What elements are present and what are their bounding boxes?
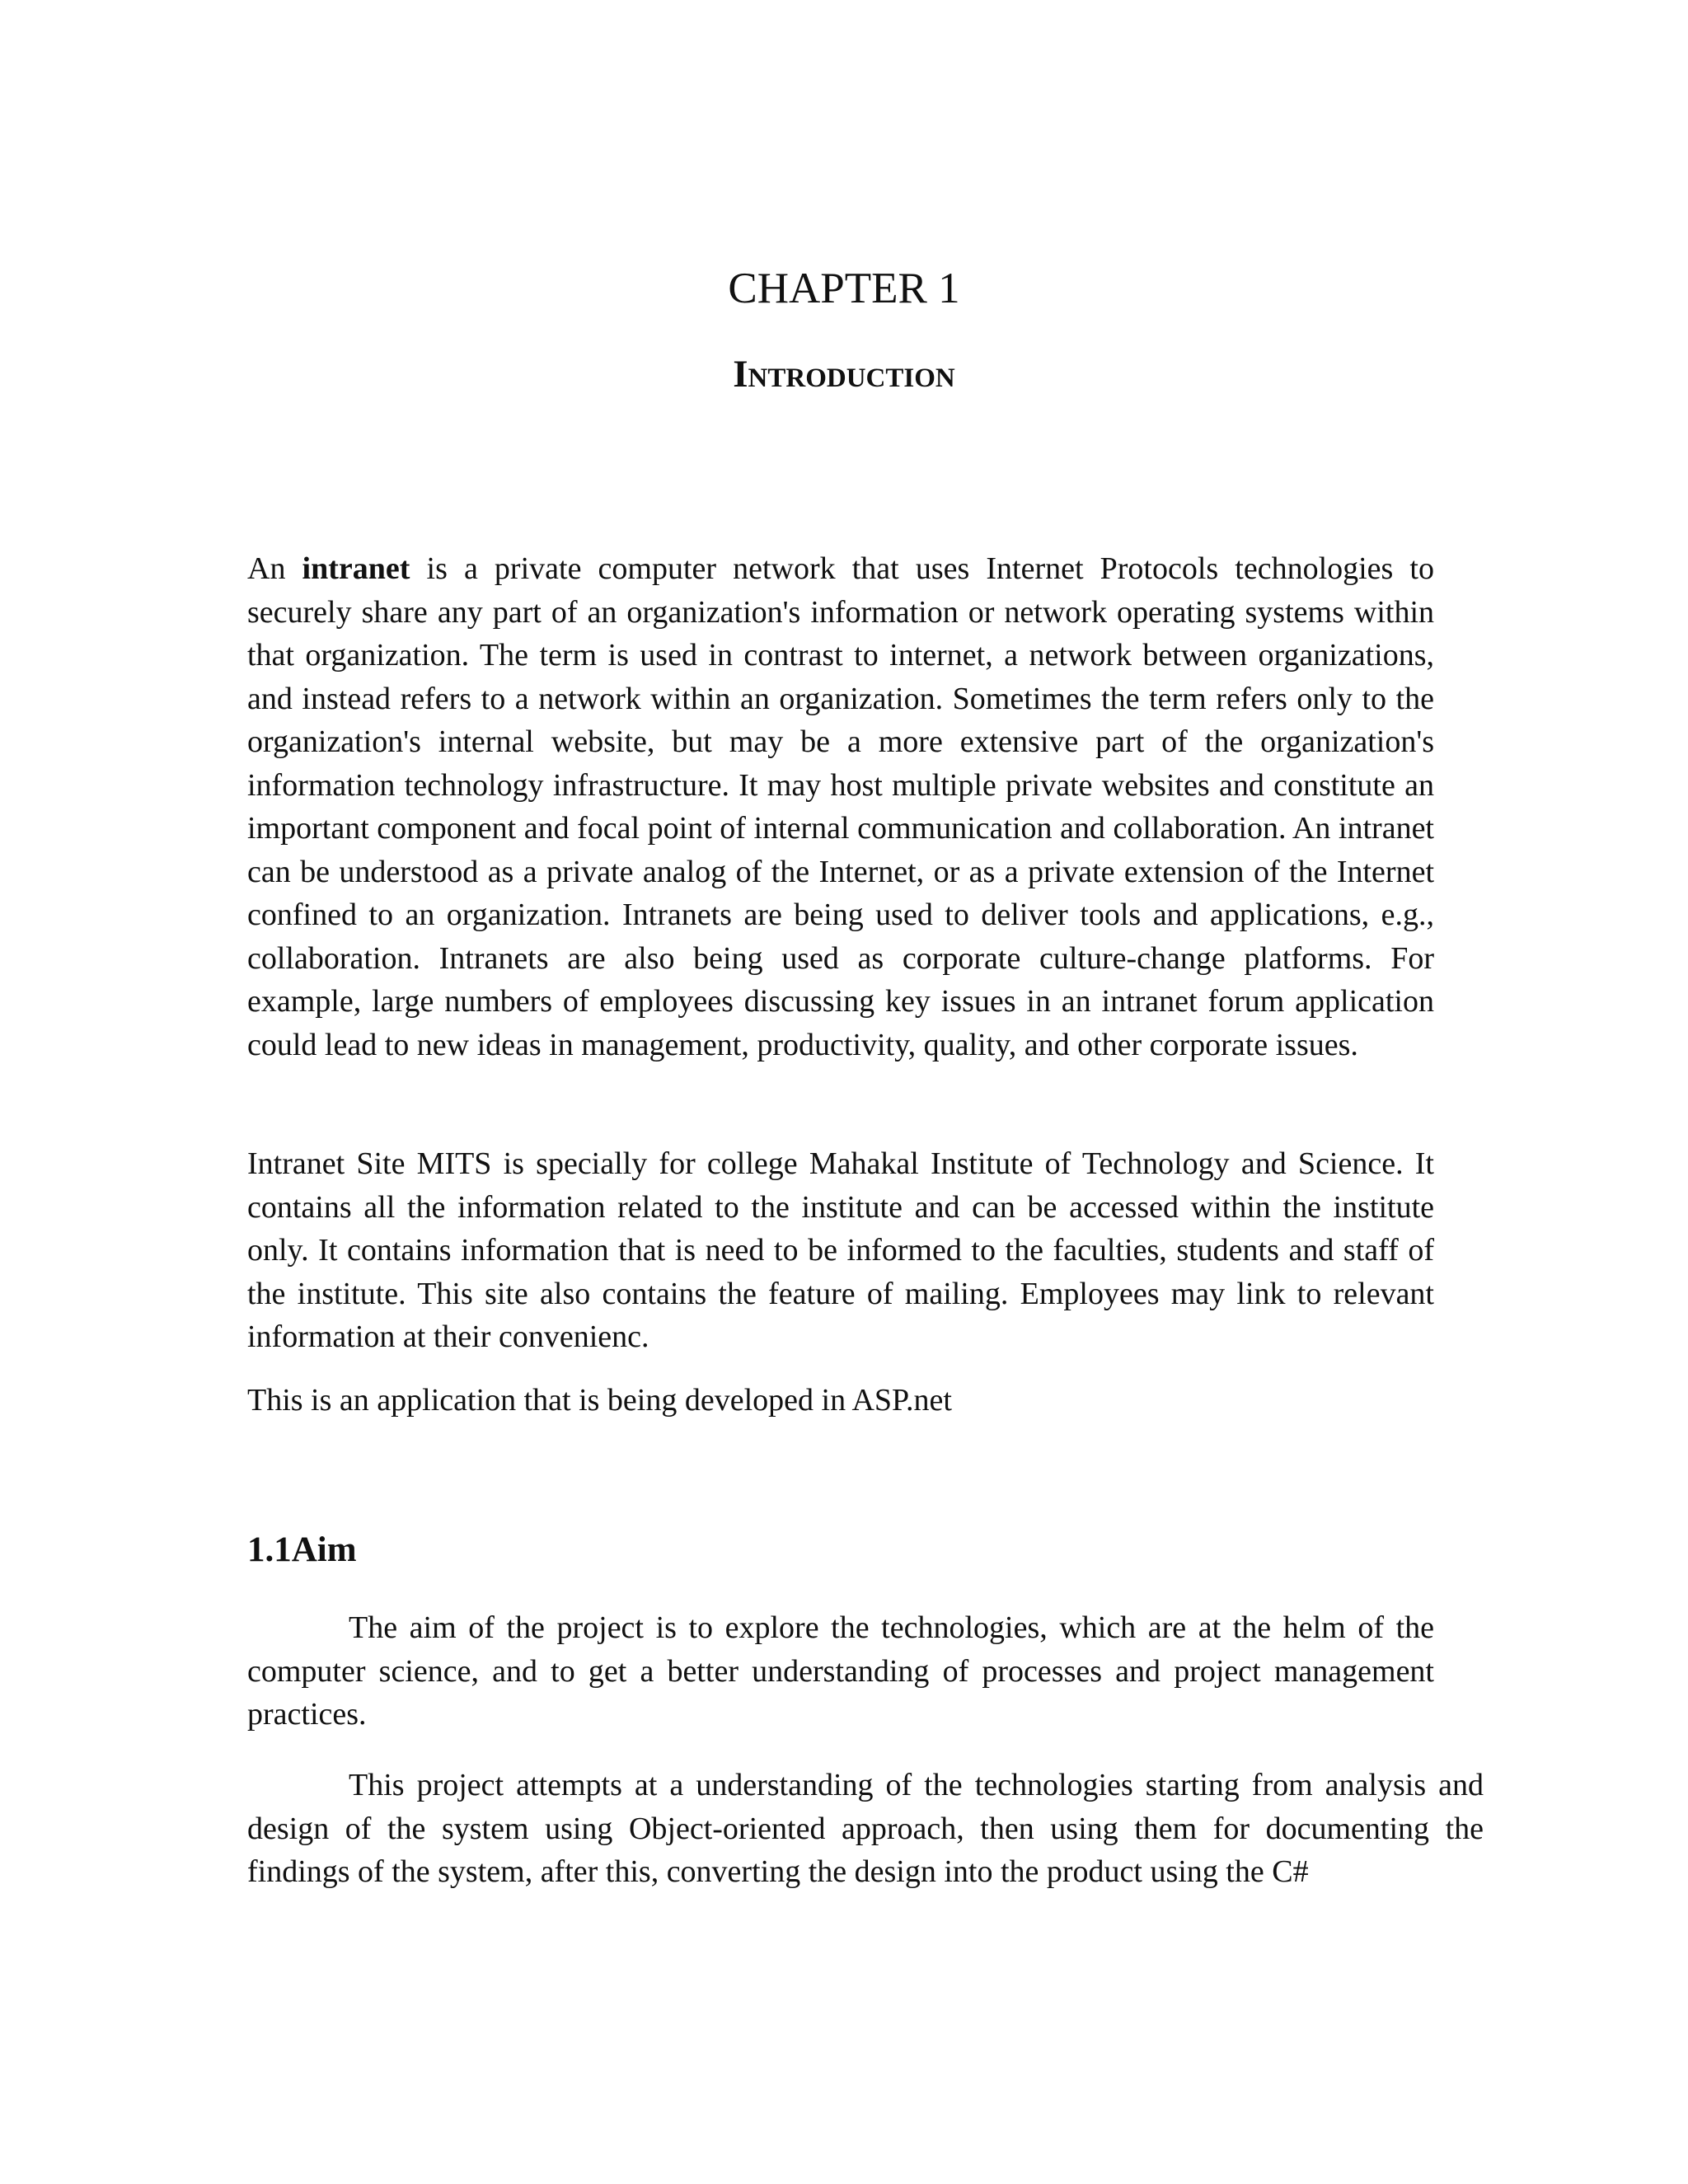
aim-heading: 1.1Aim	[247, 1530, 357, 1569]
intro-body: is a private computer network that uses Internet Protocols technologies to securely share any part of an organization's information or network operating systems within that organization. The term is used in contrast to internet, a network between organizations, and instead refers to a network within an organization. Sometimes the term refers only to the organization's internal website, but may be a more extensive part of the organization's information technology infrastructure. It may host multiple private websites and constitute an important component and focal point of internal communication and collaboration. An intranet can be understood as a private analog of the Internet, or as a private extension of the Internet confined to an organization. Intranets are being used to deliver tools and applications, e.g., collaboration. Intranets are also being used as corporate culture-change platforms. For example, large numbers of employees discussing key issues in an intranet forum application could lead to new ideas in management, productivity, quality, and other corporate issues.	[247, 551, 1434, 1062]
aim-paragraph-2: This project attempts at a understanding of the technologies starting from analysis and design of the system using Object-oriented approach, then using them for documenting the findings of the system, after this, converting the design into the product using the C#	[247, 1768, 1484, 1889]
chapter-title: Introduction	[733, 353, 955, 396]
intro-lead: An	[247, 551, 302, 586]
intro-paragraph-3: This is an application that is being developed in ASP.net	[247, 1383, 952, 1418]
aim-paragraph-1: The aim of the project is to explore the technologies, which are at the helm of the computer science, and to get a better understanding of processes and project management practices.	[247, 1610, 1434, 1732]
intro-paragraph-1	[247, 547, 1434, 1066]
chapter-number: CHAPTER 1	[728, 265, 960, 312]
intranet-term: intranet	[302, 551, 410, 586]
intro-paragraph-2: Intranet Site MITS is specially for college Mahakal Institute of Technology and Science. It contains all the information related to the institute and can be accessed within the institute only. It contains information that is need to be informed to the faculties, students and staff of the institute. This site also contains the feature of mailing. Employees may link to relevant information at their convenienc.	[247, 1146, 1434, 1354]
